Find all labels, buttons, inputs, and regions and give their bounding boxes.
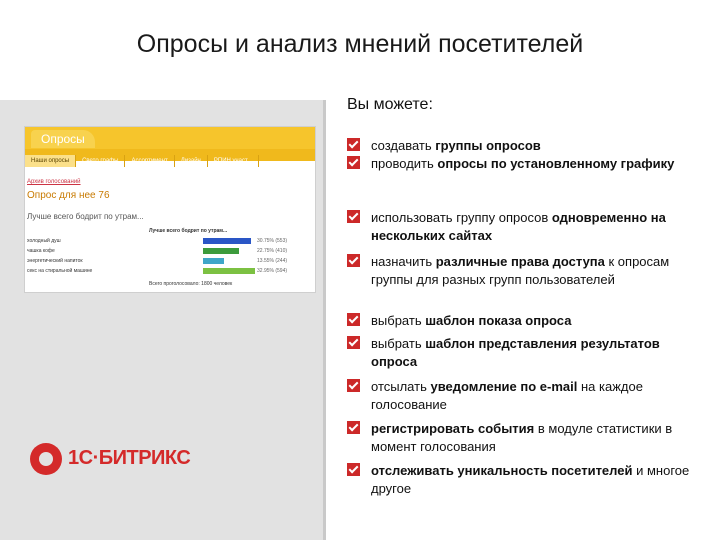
feature-text <box>371 378 701 414</box>
checkbox-icon <box>347 379 360 392</box>
screenshot-results-title: Лучше всего бодрит по утрам... <box>149 228 228 234</box>
screenshot-result-option: энергетический напиток <box>27 258 83 264</box>
feature-text-pre: выбрать <box>371 336 426 351</box>
screenshot-result-percent: 32.95% (594) <box>257 268 288 274</box>
screenshot-archive-link[interactable]: Архив голосований <box>27 179 81 185</box>
screenshot-nav-item[interactable]: Наши опросы <box>25 155 76 167</box>
checkbox-icon <box>347 313 360 326</box>
feature-text <box>371 462 701 498</box>
screenshot-total: Всего проголосовало: 1800 человек <box>149 281 233 287</box>
feature-text <box>371 137 701 155</box>
feature-text <box>371 335 701 371</box>
checkbox-icon <box>347 138 360 151</box>
screenshot-result-percent: 13.55% (244) <box>257 258 288 264</box>
slide-title: Опросы и анализ мнений посетителей <box>136 30 584 58</box>
feature-text <box>371 253 701 289</box>
feature-text-bold: одновременно на нескольких сайтах <box>371 210 666 243</box>
feature-text-pre: выбрать <box>371 313 426 328</box>
screenshot-result-row <box>25 247 315 256</box>
screenshot-poll-title: Опрос для нее 76 <box>27 190 110 201</box>
feature-text-bold: отслеживать уникальность посетителей <box>371 463 633 478</box>
screenshot-nav-item[interactable]: РПИН участ... <box>208 155 259 167</box>
feature-text-post: на каждое голосование <box>371 379 643 412</box>
feature-text-post: к опросам группы для разных групп пользователей <box>371 254 670 287</box>
screenshot-result-bar <box>203 238 251 244</box>
feature-text-post: и многое другое <box>371 463 690 496</box>
feature-text-bold: шаблон представления результатов опроса <box>371 336 660 369</box>
feature-text <box>371 312 701 330</box>
feature-text-pre: использовать группу опросов <box>371 210 552 225</box>
screenshot-result-percent: 22.75% (410) <box>257 248 288 254</box>
feature-text-bold: шаблон показа опроса <box>425 313 572 328</box>
feature-text-pre: создавать <box>371 138 436 153</box>
feature-text-pre: отсылать <box>371 379 431 394</box>
screenshot-header <box>25 127 315 149</box>
feature-text-pre: назначить <box>371 254 436 269</box>
screenshot-result-option: секс на стиральной машине <box>27 268 93 274</box>
feature-text <box>371 155 701 173</box>
screenshot-result-bar <box>203 268 255 274</box>
screenshot-result-bar <box>203 258 224 264</box>
feature-text <box>371 209 701 245</box>
feature-text-post: в модуле статистики в момент голосования <box>371 421 673 454</box>
screenshot-result-percent: 30.75% (553) <box>257 238 288 244</box>
panel-divider <box>323 100 326 540</box>
screenshot-result-option: холодный душ <box>27 238 61 244</box>
poll-screenshot <box>24 126 316 293</box>
screenshot-nav-item[interactable]: Свето графы <box>76 155 125 167</box>
feature-text <box>371 420 701 456</box>
bitrix-logo-icon <box>30 443 62 475</box>
screenshot-header-title: Опросы <box>31 130 95 148</box>
feature-text-pre: проводить <box>371 156 438 171</box>
feature-text-bold: уведомление по e-mail <box>430 379 578 394</box>
screenshot-nav <box>25 149 315 164</box>
screenshot-result-row <box>25 267 315 276</box>
bitrix-logo <box>30 443 191 479</box>
intro-text: Вы можете: <box>347 96 433 113</box>
feature-text-bold: регистрировать события <box>371 421 535 436</box>
screenshot-result-row <box>25 237 315 246</box>
screenshot-result-option: чашка кофе <box>27 248 55 254</box>
feature-text-bold: различные права доступа <box>435 254 605 269</box>
checkbox-icon <box>347 210 360 223</box>
checkbox-icon <box>347 463 360 476</box>
feature-text-bold: опросы по установленному графику <box>437 156 675 171</box>
screenshot-nav-item[interactable]: Ассортимент <box>125 155 174 167</box>
checkbox-icon <box>347 254 360 267</box>
screenshot-nav-item[interactable]: Дизайн <box>175 155 208 167</box>
screenshot-result-row <box>25 257 315 266</box>
bitrix-logo-text: 1С·БИТРИКС <box>68 447 191 469</box>
screenshot-question: Лучше всего бодрит по утрам... <box>27 212 144 221</box>
feature-text-bold: группы опросов <box>435 138 541 153</box>
checkbox-icon <box>347 336 360 349</box>
checkbox-icon <box>347 421 360 434</box>
checkbox-icon <box>347 156 360 169</box>
screenshot-result-bar <box>203 248 239 254</box>
